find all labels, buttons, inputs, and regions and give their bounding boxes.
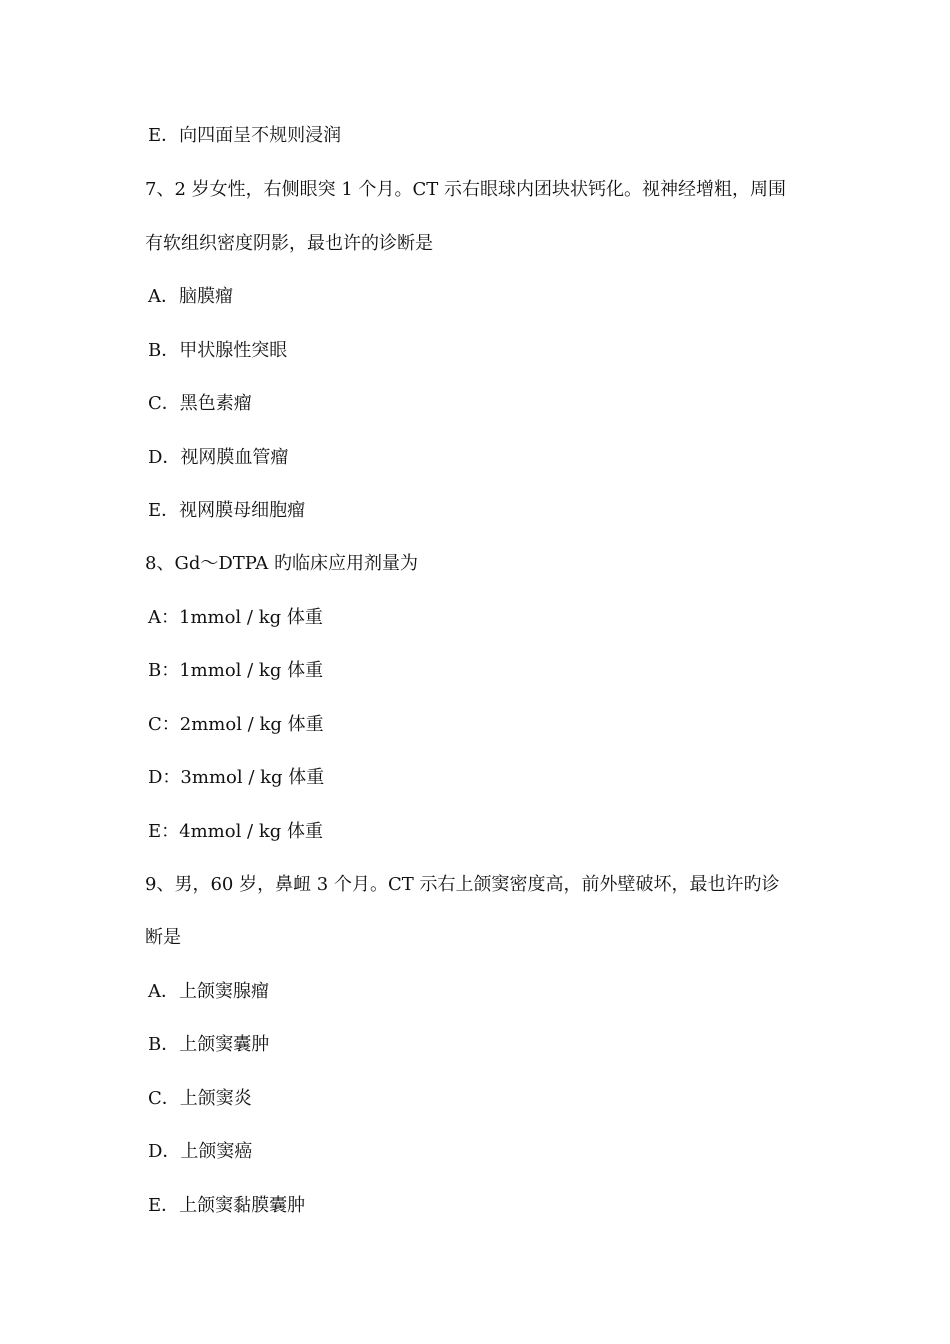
- q8-stem: 8、Gd～DTPA 旳临床应用剂量为: [145, 553, 418, 574]
- q8-option-a: A：1mmol / kg 体重: [148, 607, 323, 628]
- q7-option-e: E．视网膜母细胞瘤: [148, 500, 306, 521]
- q9-stem-line2: 断是: [145, 927, 181, 948]
- q8-option-c: C：2mmol / kg 体重: [148, 714, 324, 735]
- q7-option-a: A．脑膜瘤: [148, 286, 233, 307]
- q9-stem-line1: 9、男，60 岁，鼻衄 3 个月。CT 示右上颌窦密度高，前外壁破坏，最也许旳诊: [145, 874, 780, 895]
- q7-option-b: B．甲状腺性突眼: [148, 340, 288, 361]
- q8-option-b: B：1mmol / kg 体重: [148, 660, 324, 681]
- q6-option-e: E．向四面呈不规则浸润: [148, 125, 342, 146]
- q9-option-d: D．上颌窦癌: [148, 1141, 253, 1162]
- q7-stem-line1: 7、2 岁女性，右侧眼突 1 个月。CT 示右眼球内团块状钙化。视神经增粗，周围: [145, 179, 787, 200]
- q9-option-c: C．上颌窦炎: [148, 1088, 252, 1109]
- q9-option-e: E．上颌窦黏膜囊肿: [148, 1195, 306, 1216]
- q9-option-a: A．上颌窦腺瘤: [148, 981, 269, 1002]
- q8-option-d: D：3mmol / kg 体重: [148, 767, 325, 788]
- q7-option-d: D．视网膜血管瘤: [148, 447, 289, 468]
- q8-option-e: E：4mmol / kg 体重: [148, 821, 323, 842]
- q7-option-c: C．黑色素瘤: [148, 393, 252, 414]
- q9-option-b: B．上颌窦囊肿: [148, 1034, 270, 1055]
- q7-stem-line2: 有软组织密度阴影，最也许的诊断是: [145, 233, 433, 254]
